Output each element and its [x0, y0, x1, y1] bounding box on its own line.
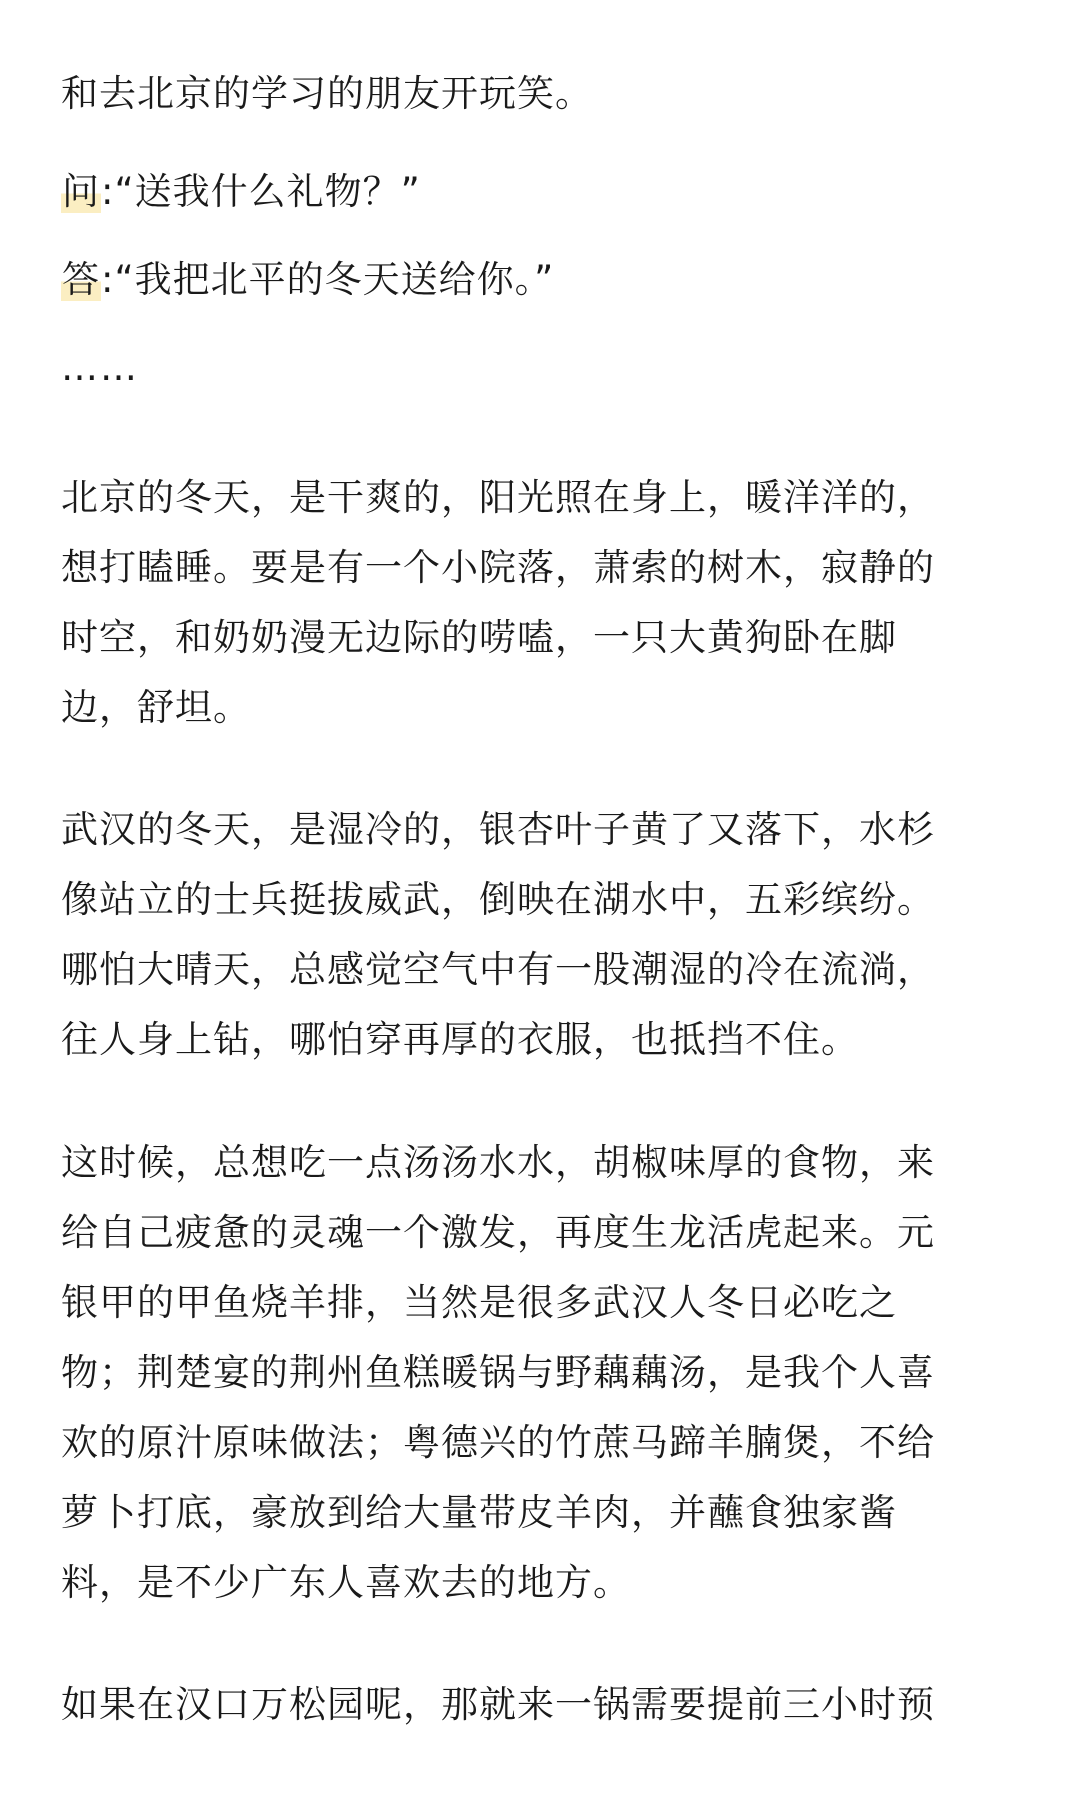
intro-line: 和去北京的学习的朋友开玩笑。 — [61, 72, 593, 115]
paragraph-1-line-3: 时空，和奶奶漫无边际的唠嗑，一只大黄狗卧在脚 — [61, 616, 897, 659]
highlight-question-label: 问 — [62, 170, 100, 213]
highlight-answer-label: 答 — [62, 258, 100, 301]
paragraph-3-line-7: 料，是不少广东人喜欢去的地方。 — [61, 1561, 631, 1604]
paragraph-3-line-3: 银甲的甲鱼烧羊排，当然是很多武汉人冬日必吃之 — [61, 1281, 897, 1324]
qa-question — [61, 162, 421, 222]
paragraph-3-line-4: 物；荆楚宴的荆州鱼糕暖锅与野藕藕汤，是我个人喜 — [61, 1351, 935, 1394]
paragraph-1-line-4: 边，舒坦。 — [61, 686, 251, 729]
paragraph-1-line-1: 北京的冬天，是干爽的，阳光照在身上，暖洋洋的， — [61, 476, 935, 519]
paragraph-1-line-2: 想打瞌睡。要是有一个小院落，萧索的树木，寂静的 — [61, 546, 935, 589]
qa-question-text: :“送我什么礼物？” — [101, 170, 421, 213]
paragraph-2-line-1: 武汉的冬天，是湿冷的，银杏叶子黄了又落下，水杉 — [61, 808, 935, 851]
paragraph-3-line-6: 萝卜打底，豪放到给大量带皮羊肉，并蘸食独家酱 — [61, 1491, 897, 1534]
paragraph-2-line-2: 像站立的士兵挺拔威武，倒映在湖水中，五彩缤纷。 — [61, 878, 935, 921]
paragraph-3-line-2: 给自己疲惫的灵魂一个激发，再度生龙活虎起来。元 — [61, 1211, 935, 1254]
paragraph-4-line-1: 如果在汉口万松园呢，那就来一锅需要提前三小时预 — [61, 1683, 935, 1726]
paragraph-2-line-4: 往人身上钻，哪怕穿再厚的衣服，也抵挡不住。 — [61, 1018, 859, 1061]
paragraph-2-line-3: 哪怕大晴天，总感觉空气中有一股潮湿的冷在流淌， — [61, 948, 935, 991]
qa-answer-text: :“我把北平的冬天送给你。” — [101, 258, 555, 301]
ellipsis: …… — [61, 346, 139, 389]
paragraph-3-line-1: 这时候，总想吃一点汤汤水水，胡椒味厚的食物，来 — [61, 1141, 935, 1184]
paragraph-3-line-5: 欢的原汁原味做法；粤德兴的竹蔗马蹄羊腩煲，不给 — [61, 1421, 935, 1464]
qa-answer — [61, 250, 554, 310]
